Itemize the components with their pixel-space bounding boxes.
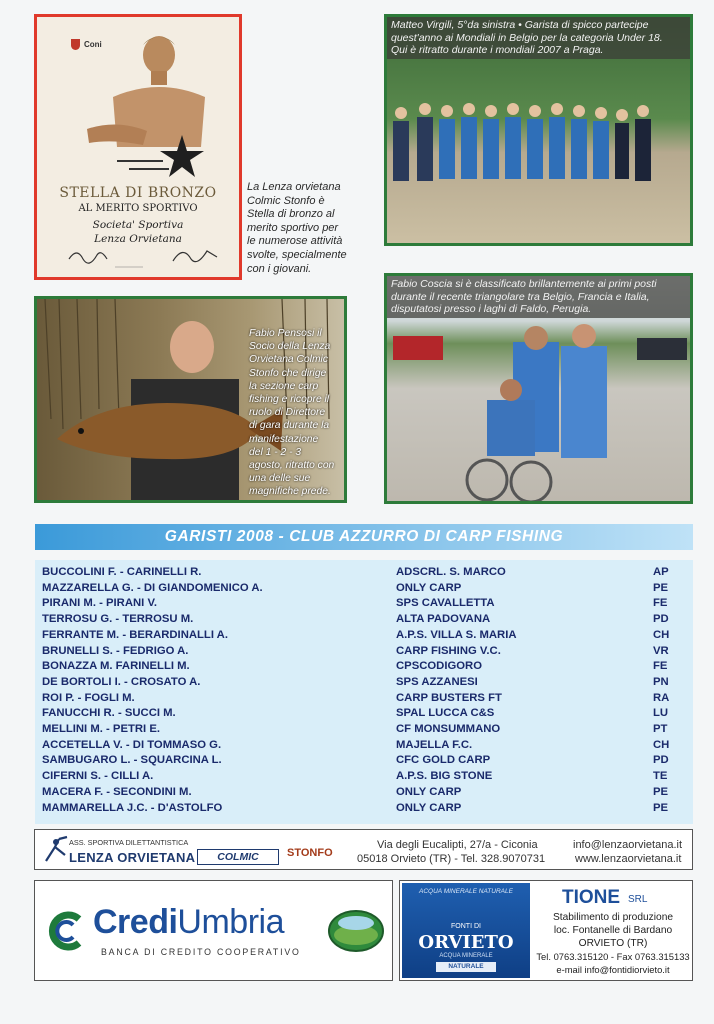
caption-line: Qui è ritratto durante i mondiali 2007 a Praga.: [391, 44, 604, 56]
province-cell: PT: [653, 723, 668, 735]
names-cell: MACERA F. - SECONDINI M.: [42, 785, 192, 798]
caption-line: fishing e ricopre il: [249, 394, 330, 406]
table-row: [35, 597, 693, 613]
club-cell: ALTA PADOVANA: [396, 613, 491, 626]
medal-title: STELLA DI BRONZO: [59, 185, 217, 201]
club-cell: MAJELLA F.C.: [396, 738, 473, 751]
medal-caption-line: le numerose attività: [247, 235, 343, 248]
crediumbria-logo-icon: [45, 911, 89, 951]
caption-line: manifestazione: [249, 433, 319, 445]
table-row: [35, 786, 693, 802]
province-cell: PE: [653, 785, 669, 798]
club-cell: CPSCODIGORO: [396, 660, 482, 673]
table-row: [35, 660, 693, 676]
table-row: [35, 629, 693, 645]
crediumbria-ad: [34, 880, 393, 981]
names-cell: BRUNELLI S. - FEDRIGO A.: [42, 644, 189, 657]
club-cell: SPAL LUCCA C&S: [396, 707, 495, 720]
club-info-bar: [34, 829, 693, 870]
club-cell: CARP FISHING V.C.: [396, 644, 501, 657]
club-cell: ADSCRL. S. MARCO: [396, 566, 506, 578]
table-row: [35, 676, 693, 692]
colmic-logo: COLMIC: [197, 849, 279, 865]
province-cell: PN: [653, 675, 669, 688]
caption-line: magnifiche prede.: [249, 486, 331, 498]
club-cell: A.P.S. BIG STONE: [396, 770, 493, 783]
bottle-small-text: FONTI DI: [451, 923, 481, 930]
table-row: [35, 739, 693, 755]
table-row: [35, 802, 693, 818]
tione-name: TIONE: [562, 887, 621, 908]
medal-caption-line: con i giovani.: [247, 262, 312, 275]
medal-caption-line: svolte, specialmente: [247, 248, 347, 261]
names-cell: BONAZZA M. FARINELLI M.: [42, 660, 190, 673]
team-photo: [384, 14, 693, 246]
names-cell: PIRANI M. - PIRANI V.: [42, 597, 158, 610]
club-cell: A.P.S. VILLA S. MARIA: [396, 628, 517, 641]
caption-line: Matteo Virgili, 5°da sinistra • Garista di spicco partecipe: [391, 19, 649, 31]
medal-society-line1: Societa' Sportiva: [92, 219, 184, 231]
caption-line: quest'anno ai Mondiali in Belgio per la categoria Under 18.: [391, 31, 663, 44]
caption-line: di gara durante la: [249, 420, 330, 432]
crediumbria-name: [93, 903, 284, 942]
club-cell: CFC GOLD CARP: [396, 754, 491, 767]
names-cell: CIFERNI S. - CILLI A.: [42, 770, 154, 783]
club-cell: SPS AZZANESI: [396, 675, 478, 688]
club-website[interactable]: www.lenzaorvietana.it: [575, 853, 682, 865]
crediumbria-name-part2: Umbria: [177, 903, 284, 941]
caption-line: del 1 - 2 - 3: [249, 446, 302, 458]
club-email[interactable]: info@lenzaorvietana.it: [573, 839, 683, 851]
club-cell: ONLY CARP: [396, 785, 462, 798]
bottle-name: ORVIETO: [418, 932, 514, 953]
names-cell: BUCCOLINI F. - CARINELLI R.: [42, 566, 202, 578]
garisti-table: [35, 560, 693, 824]
bottle-badge: NATURALE: [436, 962, 496, 972]
province-cell: AP: [653, 566, 669, 578]
table-title-banner: [35, 524, 693, 550]
crediumbria-tagline: BANCA DI CREDITO COOPERATIVO: [101, 947, 301, 957]
caption-line: Orvietana Colmic: [249, 354, 328, 366]
table-row: [35, 723, 693, 739]
table-row: [35, 692, 693, 708]
bust-statue-image: [77, 27, 207, 187]
names-cell: TERROSU G. - TERROSU M.: [42, 613, 194, 626]
province-cell: LU: [653, 707, 669, 720]
tione-line: ORVIETO (TR): [578, 938, 648, 949]
province-cell: RA: [653, 691, 670, 704]
table-row: [35, 770, 693, 786]
names-cell: MELLINI M. - PETRI E.: [42, 723, 160, 735]
caption-line: una delle sue: [249, 473, 311, 485]
province-cell: PD: [653, 613, 669, 626]
names-cell: ACCETELLA V. - DI TOMMASO G.: [42, 738, 222, 751]
province-cell: CH: [653, 628, 670, 641]
names-cell: MAZZARELLA G. - DI GIANDOMENICO A.: [42, 581, 263, 594]
coni-label: Coni: [84, 40, 102, 49]
province-cell: CH: [653, 738, 670, 751]
medal-certificate: [34, 14, 242, 280]
carp-photo-caption: [249, 327, 343, 499]
caption-line: Socio della Lenza: [249, 341, 331, 353]
medal-caption-line: Stella di bronzo al: [247, 208, 335, 221]
tione-details: [534, 911, 692, 976]
medal-caption-line: Colmic Stonfo è: [247, 194, 325, 207]
names-cell: ROI P. - FOGLI M.: [42, 691, 135, 704]
names-cell: FANUCCHI R. - SUCCI M.: [42, 707, 176, 720]
tione-line: Tel. 0763.315120 - Fax 0763.315133: [536, 951, 690, 962]
medal-society-line2: Lenza Orvietana: [94, 233, 182, 245]
tione-line: loc. Fontanelle di Bardano: [553, 925, 673, 936]
carp-photo: [34, 296, 347, 503]
club-association: ASS. SPORTIVA DILETTANTISTICA: [69, 838, 189, 847]
bottle-top-text: ACQUA MINERALE NATURALE: [419, 888, 513, 895]
province-cell: VR: [653, 644, 669, 657]
coscia-photo-caption: [387, 276, 690, 318]
names-cell: MAMMARELLA J.C. - D'ASTOLFO: [42, 801, 223, 814]
team-photo-caption: [387, 17, 690, 59]
club-cell: SPS CAVALLETTA: [396, 597, 495, 610]
table-row: [35, 566, 693, 582]
province-cell: FE: [653, 660, 668, 673]
caption-line: ruolo di Direttore: [249, 407, 326, 419]
caption-line: disputatosi presso i laghi di Faldo, Perugia.: [391, 303, 592, 315]
province-cell: PD: [653, 754, 669, 767]
team-people-image: [387, 93, 690, 223]
table-row: [35, 707, 693, 723]
table-title: GARISTI 2008 - CLUB AZZURRO DI CARP FISHING: [164, 528, 564, 545]
caption-line: Fabio Coscia si è classificato brillantemente ai primi posti: [391, 278, 657, 290]
caption-line: agosto, ritratto con: [249, 460, 335, 472]
province-cell: TE: [653, 770, 668, 783]
table-row: [35, 582, 693, 598]
crediumbria-name-part1: Credi: [93, 903, 178, 941]
bottle-sub-text: ACQUA MINERALE: [439, 953, 493, 959]
medal-caption-line: La Lenza orvietana: [247, 181, 341, 193]
names-cell: DE BORTOLI I. - CROSATO A.: [42, 675, 201, 688]
table-row: [35, 613, 693, 629]
caption-line: durante il recente triangolare tra Belgio, Francia e Italia,: [391, 290, 650, 303]
anglers-lake-image: [387, 316, 690, 501]
club-name: LENZA ORVIETANA: [69, 850, 196, 865]
signatures-image: [65, 243, 225, 273]
caption-line: la sezione carp: [249, 380, 319, 392]
caption-line: Fabio Pensosi il: [249, 328, 322, 339]
table-row: [35, 754, 693, 770]
medal-caption: [247, 181, 377, 276]
province-cell: FE: [653, 597, 668, 610]
caption-line: Stonfo che dirige: [249, 367, 327, 379]
landscape-badge-icon: [327, 909, 385, 953]
tione-srl: SRL: [628, 894, 648, 905]
names-cell: FERRANTE M. - BERARDINALLI A.: [42, 628, 228, 641]
tione-line: Stabilimento di produzione: [552, 912, 674, 923]
orvieto-label-image: [402, 883, 530, 978]
tione-line[interactable]: e-mail info@fontidiorvieto.it: [556, 964, 670, 975]
club-cell: CARP BUSTERS FT: [396, 691, 502, 704]
names-cell: SAMBUGARO L. - SQUARCINA L.: [42, 754, 222, 767]
club-address: Via degli Eucalipti, 27/a - Ciconia: [377, 839, 538, 851]
province-cell: PE: [653, 581, 669, 594]
table-row: [35, 645, 693, 661]
club-city-phone: 05018 Orvieto (TR) - Tel. 328.9070731: [357, 853, 546, 865]
province-cell: PE: [653, 801, 669, 814]
tione-ad: [399, 880, 693, 981]
club-cell: ONLY CARP: [396, 801, 462, 814]
stonfo-logo: STONFO: [287, 847, 333, 859]
coscia-photo: [384, 273, 693, 504]
medal-subtitle: AL MERITO SPORTIVO: [78, 203, 198, 214]
angler-logo-icon: [43, 835, 69, 865]
club-cell: CF MONSUMMANO: [396, 723, 501, 735]
medal-caption-line: merito sportivo per: [247, 221, 339, 234]
club-cell: ONLY CARP: [396, 581, 462, 594]
